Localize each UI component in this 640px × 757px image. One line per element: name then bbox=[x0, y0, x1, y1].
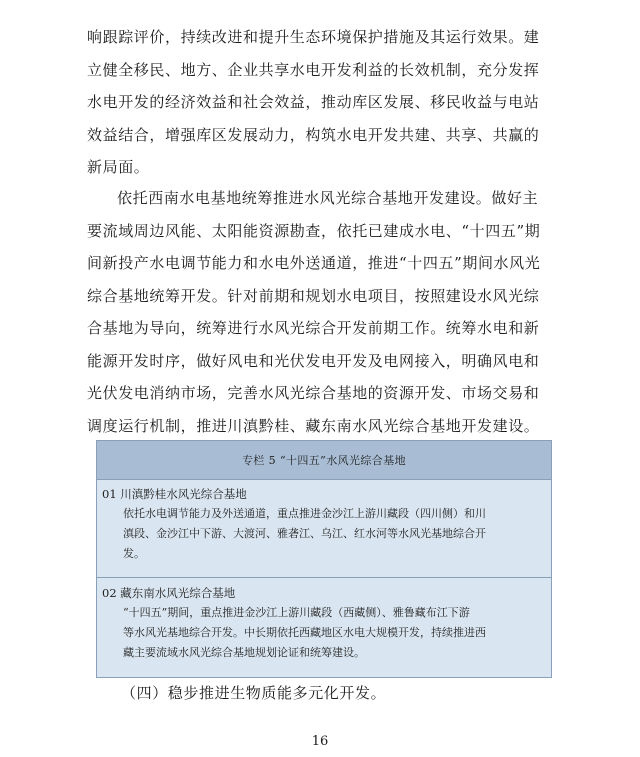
text-line: 滇段、金沙江中下游、大渡河、雅砻江、乌江、红水河等水风光基地综合开 bbox=[123, 527, 486, 540]
text-line: 能源开发时序，做好风电和光伏发电开发及电网接入，明确风电和 bbox=[87, 351, 540, 370]
text-line: 响跟踪评价，持续改进和提升生态环境保护措施及其运行效果。建 bbox=[87, 28, 540, 46]
column-box bbox=[96, 440, 552, 678]
page-number: 16 bbox=[311, 734, 329, 749]
text-line: 光伏发电消纳市场，完善水风光综合基地的资源开发、市场交易和 bbox=[87, 384, 540, 402]
box-section-southeast-tibet bbox=[97, 578, 551, 663]
text-line: 水电开发的经济效益和社会效益，推动库区发展、移民收益与电站 bbox=[87, 93, 540, 111]
text-line: 间新投产水电调节能力和水电外送通道，推进“十四五”期间水风光 bbox=[87, 254, 541, 272]
text-line: 立健全移民、地方、企业共享水电开发利益的长效机制，充分发挥 bbox=[87, 60, 540, 79]
section-title: 02 藏东南水风光综合基地 bbox=[102, 586, 236, 600]
text-line: 等水风光基地综合开发。中长期依托西藏地区水电大规模开发，持续推进西 bbox=[123, 626, 486, 639]
text-line: 效益结合，增强库区发展动力，构筑水电开发共建、共享、共赢的 bbox=[87, 125, 540, 144]
section-body bbox=[102, 603, 544, 663]
text-line: 要流域周边风能、太阳能资源勘查，依托已建成水电、“十四五”期 bbox=[87, 221, 541, 240]
column-box-title: 专栏 5 “十四五”水风光综合基地 bbox=[97, 441, 551, 480]
text-line: 依托水电调节能力及外送通道，重点推进金沙江上游川藏段（四川侧）和川 bbox=[123, 507, 486, 520]
box-section-sichuan-yunnan-guizhou-guangxi bbox=[97, 480, 551, 578]
section-heading: （四）稳步推进生物质能多元化开发。 bbox=[121, 684, 387, 702]
text-line: 新局面。 bbox=[87, 158, 150, 176]
paragraph-ecology-resettlement bbox=[87, 21, 559, 184]
text-line: 调度运行机制，推进川滇黔桂、藏东南水风光综合基地开发建设。 bbox=[87, 416, 540, 435]
text-line: 综合基地统筹开发。针对前期和规划水电项目，按照建设水风光综 bbox=[87, 286, 540, 305]
text-line-content: 依托西南水电基地统筹推进水风光综合基地开发建设。做好主 bbox=[117, 189, 539, 207]
text-line bbox=[87, 182, 559, 215]
section-body bbox=[102, 504, 544, 564]
text-line: “十四五”期间，重点推进金沙江上游川藏段（西藏侧）、雅鲁藏布江下游 bbox=[123, 606, 470, 619]
text-line: 藏主要流域水风光综合基地规划论证和统筹建设。 bbox=[123, 646, 365, 659]
paragraph-hydro-wind-solar bbox=[87, 182, 559, 442]
section-title: 01 川滇黔桂水风光综合基地 bbox=[102, 487, 247, 501]
text-line: 发。 bbox=[123, 547, 145, 560]
text-line: 合基地为导向，统筹进行水风光综合开发前期工作。统筹水电和新 bbox=[87, 319, 540, 337]
